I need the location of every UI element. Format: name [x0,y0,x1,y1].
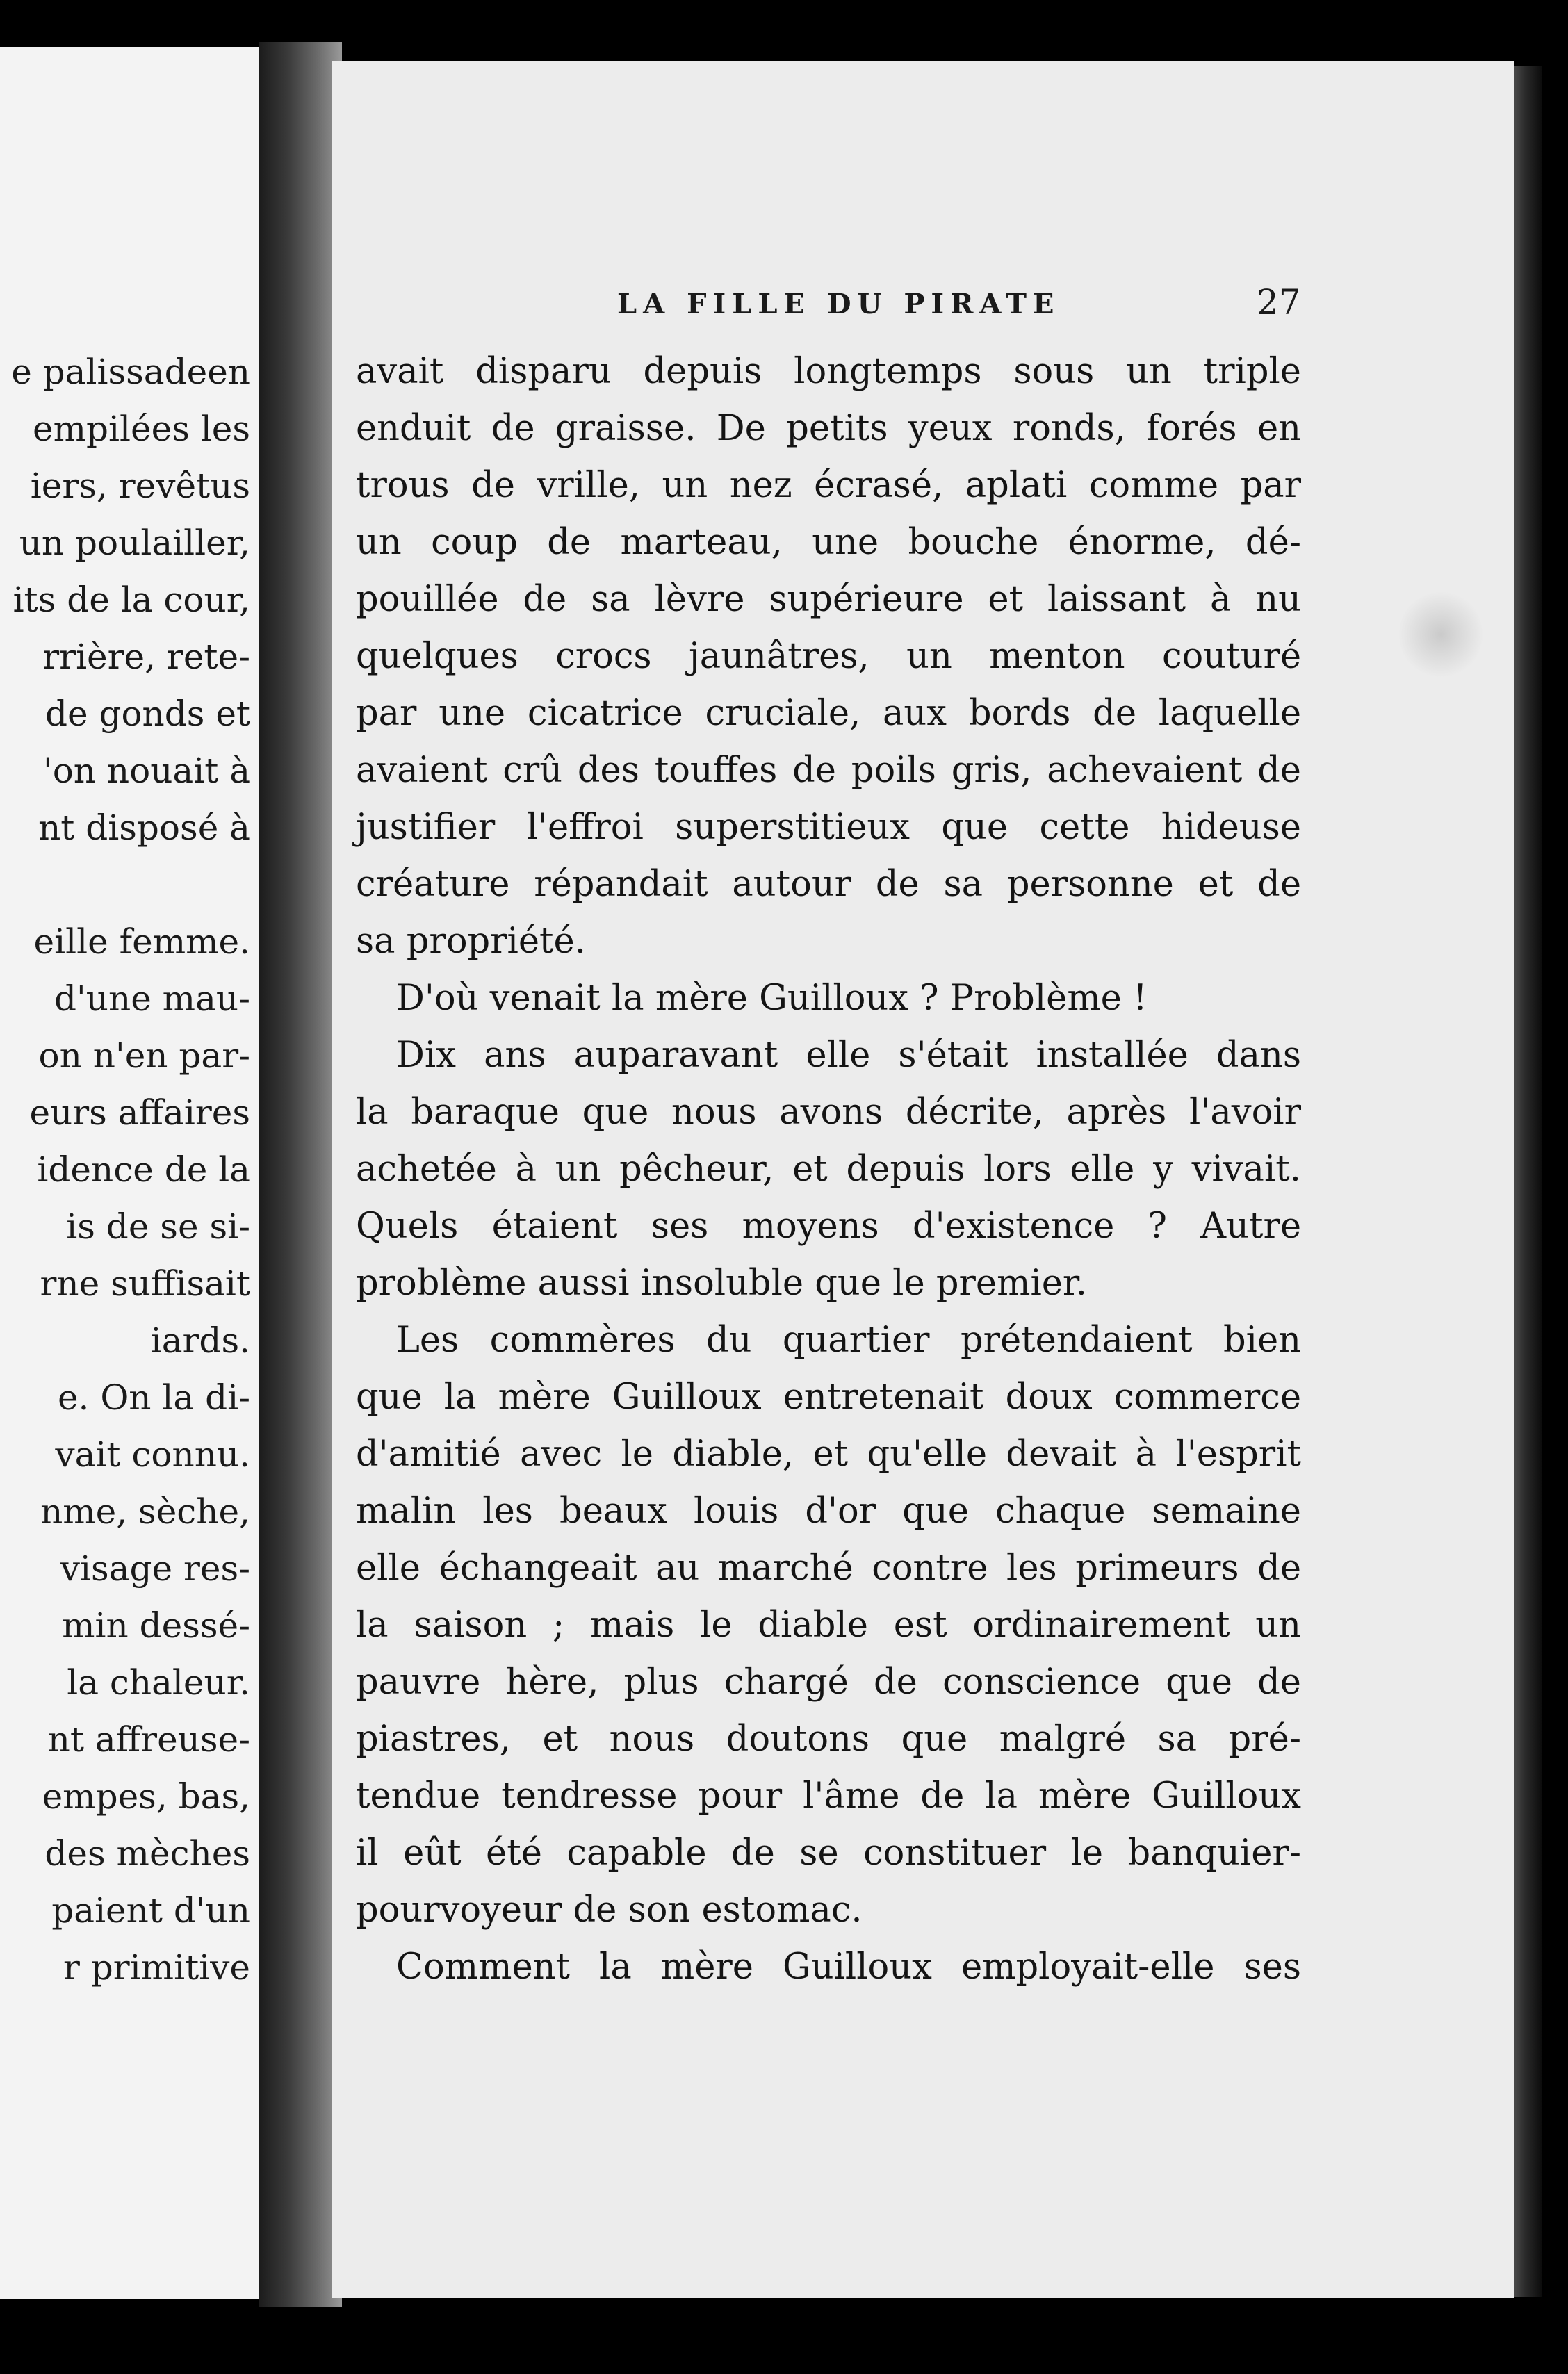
left-page-line: nme, sèche, [40,1491,250,1532]
text-line: Dix ans auparavant elle s'était installée dans [396,1035,1301,1076]
page-number: 27 [1257,282,1301,322]
left-page-line: eurs affaires [29,1092,250,1133]
left-page-fragment [0,47,261,2299]
text-line: avaient crû des touffes de poils gris, achevaient de [356,750,1301,791]
left-page-line: eille femme. [33,922,250,962]
left-page-line: on n'en par- [38,1035,250,1076]
text-line: piastres, et nous doutons que malgré sa pré- [356,1719,1301,1760]
left-page-line: paient d'un [51,1890,250,1931]
text-line: créature répandait autour de sa personne et de [356,864,1301,905]
left-page-line: iards. [150,1320,250,1361]
text-line: la baraque que nous avons décrite, après l'avoir [356,1092,1301,1133]
paper-stain [1399,589,1483,680]
text-line: problème aussi insoluble que le premier. [356,1263,1087,1304]
text-line: pourvoyeur de son estomac. [356,1890,863,1931]
text-line: quelques crocs jaunâtres, un menton couturé [356,636,1301,677]
left-page-line: empes, bas, [42,1776,250,1817]
page-edge [1514,66,1542,2297]
text-line: D'où venait la mère Guilloux ? Problème ! [396,978,1148,1019]
text-line: avait disparu depuis longtemps sous un triple [356,351,1301,392]
text-line: trous de vrille, un nez écrasé, aplati comme par [356,465,1301,506]
text-line: Les commères du quartier prétendaient bien [396,1320,1301,1361]
left-page-line: nt disposé à [38,808,250,848]
text-line: la saison ; mais le diable est ordinairement un [356,1605,1301,1646]
text-line: sa propriété. [356,921,586,962]
text-line: que la mère Guilloux entretenait doux commerce [356,1377,1301,1418]
text-line: Quels étaient ses moyens d'existence ? Autre [356,1206,1301,1247]
left-page-line: des mèches [44,1833,250,1874]
text-line: achetée à un pêcheur, et depuis lors elle y vivait. [356,1149,1301,1190]
left-page-line: de gonds et [44,694,250,734]
book-gutter [259,42,342,2307]
text-line: pauvre hère, plus chargé de conscience que de [356,1662,1301,1703]
right-page [332,61,1514,2298]
left-page-line: visage res- [60,1548,250,1589]
running-head [332,282,1514,338]
text-line: tendue tendresse pour l'âme de la mère Guilloux [356,1776,1301,1817]
left-page-line: nt affreuse- [47,1719,250,1760]
text-line: un coup de marteau, une bouche énorme, dé- [356,522,1301,563]
text-line: pouillée de sa lèvre supérieure et laissant à nu [356,579,1301,620]
left-page-line: d'une mau- [54,979,250,1019]
left-page-line: empilées les [33,409,250,449]
left-page-line: rne suffisait [40,1263,250,1304]
left-page-line: r primitive [63,1947,250,1988]
left-page-line: la chaleur. [67,1662,250,1703]
text-line: il eût été capable de se constituer le banquier- [356,1833,1301,1874]
left-page-line: is de se si- [66,1206,250,1247]
text-line: malin les beaux louis d'or que chaque semaine [356,1491,1301,1532]
text-line: justifier l'effroi superstitieux que cette hideuse [356,807,1301,848]
left-page-line: 'on nouait à [42,751,250,791]
text-line: d'amitié avec le diable, et qu'elle devait à l'esprit [356,1434,1301,1475]
left-page-line: un poulailler, [19,523,250,563]
left-page-line: its de la cour, [13,580,250,620]
left-page-line: vait connu. [55,1434,250,1475]
text-line: elle échangeait au marché contre les primeurs de [356,1548,1301,1589]
text-line: par une cicatrice cruciale, aux bords de laquelle [356,693,1301,734]
left-page-line: e. On la di- [57,1377,250,1418]
running-title: LA FILLE DU PIRATE [617,288,1061,320]
left-page-line: idence de la [37,1149,250,1190]
body-text [356,343,1301,1996]
left-page-line: iers, revêtus [30,466,250,506]
text-line: enduit de graisse. De petits yeux ronds, forés en [356,408,1301,449]
text-line: Comment la mère Guilloux employait-elle ses [396,1947,1301,1988]
left-page-line: rrière, rete- [42,637,250,677]
left-page-line: e palissadeen [11,352,250,392]
left-page-line: min dessé- [62,1605,250,1646]
